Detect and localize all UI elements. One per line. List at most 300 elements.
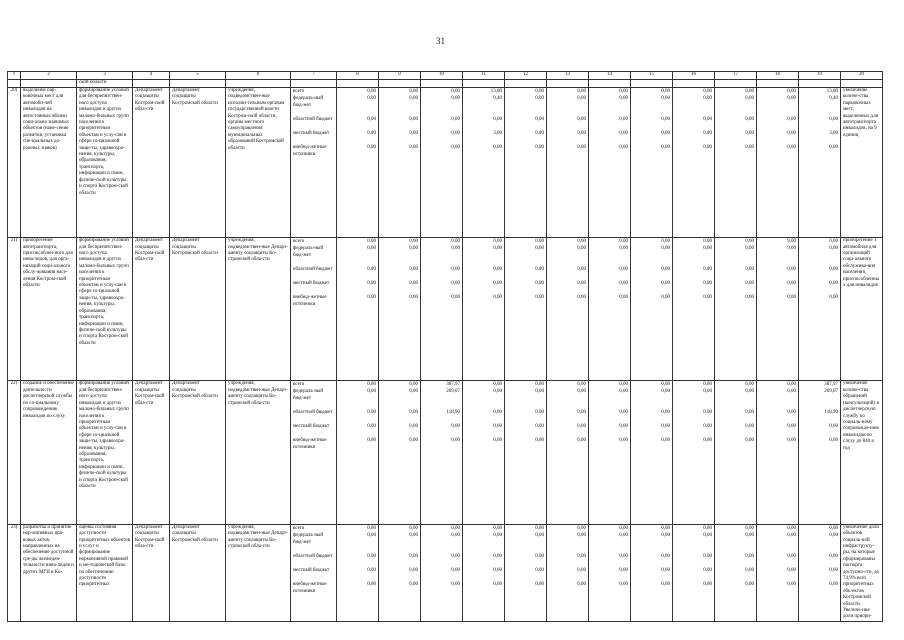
funding-source-label: областной бюджет	[293, 553, 333, 559]
amount-value: 0,00	[577, 424, 586, 430]
value-column-16	[673, 524, 715, 621]
amount-value: 0,60	[829, 117, 838, 122]
amount-value: 0,00	[451, 424, 460, 430]
value-column-18	[757, 524, 799, 621]
amount-value: 0,00	[661, 410, 670, 416]
amount-value: 0,00	[451, 89, 460, 94]
amount-value: 0,00	[745, 382, 754, 388]
amount-value: 0,00	[493, 389, 502, 395]
amount-value: 0,00	[535, 532, 544, 538]
value-column-14	[589, 381, 631, 524]
value-column-15	[631, 381, 673, 524]
amount-value: 0,00	[661, 267, 670, 273]
value-column-17	[715, 381, 757, 524]
amount-value: 0,00	[577, 117, 586, 122]
value-column-19	[799, 238, 841, 381]
value-column-12	[505, 88, 547, 238]
value-column-14	[589, 524, 631, 621]
co-executor: Департамент соцзащиты Костромской области	[170, 88, 226, 238]
amount-value: 0,00	[745, 89, 754, 94]
amount-value: 0,00	[619, 267, 628, 273]
amount-value: 118,90	[824, 410, 838, 416]
value-column-16	[673, 88, 715, 238]
value-column-12	[505, 381, 547, 524]
page-number: 31	[436, 36, 445, 46]
amount-value: 0,00	[703, 553, 712, 559]
funding-sources	[291, 381, 337, 524]
column-number-18: 18	[757, 72, 799, 80]
amount-value: 0,00	[409, 438, 418, 444]
value-column-19	[799, 524, 841, 621]
amount-value: 0,00	[703, 382, 712, 388]
amount-value: 0,00	[535, 281, 544, 287]
amount-value: 0,00	[661, 89, 670, 94]
program-table	[7, 71, 883, 622]
column-number-19: 19	[799, 72, 841, 80]
value-column-19	[799, 88, 841, 238]
amount-value: 0,00	[535, 96, 544, 101]
responsible-executor: Департамент соцзащиты Костром-ской обла-сти	[133, 381, 170, 524]
amount-value: 0,00	[451, 581, 460, 587]
amount-value: 0,00	[409, 267, 418, 273]
amount-value: 0,00	[661, 382, 670, 388]
amount-value: 0,00	[619, 281, 628, 287]
amount-value: 0,00	[577, 567, 586, 573]
responsible-executor: Департамент соцзащиты Костром-ской обла-сти	[133, 88, 170, 238]
amount-value: 0,60	[493, 117, 502, 122]
amount-value: 0,00	[703, 438, 712, 444]
amount-value: 0,00	[577, 389, 586, 395]
value-column-8	[337, 381, 379, 524]
amount-value: 0,00	[787, 117, 796, 122]
amount-value: 0,00	[577, 525, 586, 531]
amount-value: 0,00	[577, 239, 586, 245]
column-number-9: 9	[379, 72, 421, 80]
funding-source-label: областной бюджет	[293, 267, 333, 273]
amount-value: 0,00	[367, 281, 376, 287]
amount-value: 0,00	[661, 281, 670, 287]
amount-value: 0,00	[619, 382, 628, 388]
column-number-14: 14	[589, 72, 631, 80]
amount-value: 0,00	[829, 239, 838, 245]
amount-value: 0,00	[619, 410, 628, 416]
value-column-17	[715, 238, 757, 381]
amount-value: 0,00	[451, 553, 460, 559]
expected-result: увеличение количе-ства обращений (консультаций) в диспетчерскую службу по социаль-ному сопровожде-нию инвалидов по слуху до 840 в год	[841, 381, 883, 524]
amount-value: 0,00	[619, 117, 628, 122]
value-column-11	[463, 524, 505, 621]
row-number: 23)	[8, 524, 21, 621]
amount-value: 0,00	[745, 239, 754, 245]
funding-source-label: внебюд-жетные источники	[293, 295, 327, 308]
column-number-16: 16	[673, 72, 715, 80]
amount-value: 0,00	[745, 532, 754, 538]
funding-source-label: федераль-ный бюд-жет	[293, 389, 324, 402]
amount-value: 0,00	[619, 424, 628, 430]
amount-value: 0,00	[577, 145, 586, 150]
amount-value: 0,00	[535, 295, 544, 301]
value-column-8	[337, 88, 379, 238]
amount-value: 0,00	[745, 131, 754, 136]
value-column-8	[337, 524, 379, 621]
amount-value: 0,00	[703, 145, 712, 150]
amount-value: 0,00	[661, 532, 670, 538]
amount-value: 0,00	[619, 438, 628, 444]
amount-value: 0,00	[619, 145, 628, 150]
amount-value: 0,00	[367, 525, 376, 531]
action-name: выделение пар-ковочных мест для автомоби-лей инвалидов на автостоянках вблизи соци-ально значимых объектов (нане-сение разметки, установка спе-циальных до-рожных знаков)	[21, 88, 77, 238]
amount-value: 0,00	[829, 267, 838, 273]
amount-value: 0,00	[787, 267, 796, 273]
amount-value: 0,00	[409, 525, 418, 531]
amount-value: 0,00	[493, 145, 502, 150]
amount-value: 0,00	[493, 532, 502, 538]
amount-value: 0,00	[367, 117, 376, 122]
amount-value: 0,00	[493, 553, 502, 559]
column-number-11: 11	[463, 72, 505, 80]
amount-value: 0,00	[535, 382, 544, 388]
amount-value: 0,00	[409, 117, 418, 122]
amount-value: 0,00	[535, 438, 544, 444]
amount-value: 0,00	[829, 553, 838, 559]
amount-value: 0,00	[619, 239, 628, 245]
amount-value: 0,00	[829, 246, 838, 252]
amount-value: 0,00	[745, 410, 754, 416]
amount-value: 0,00	[619, 581, 628, 587]
amount-value: 0,00	[703, 267, 712, 273]
amount-value: 0,00	[535, 131, 544, 136]
amount-value: 0,00	[535, 410, 544, 416]
amount-value: 0,00	[787, 131, 796, 136]
amount-value: 0,00	[661, 424, 670, 430]
amount-value: 0,00	[829, 424, 838, 430]
amount-value: 0,00	[535, 553, 544, 559]
funding-sources	[291, 88, 337, 238]
amount-value: 0,00	[409, 382, 418, 388]
amount-value: 0,00	[451, 438, 460, 444]
expected-result: увеличение количе-ства парковочных мест, выделенных для автотранспорта инвалидов, на 9 единиц	[841, 88, 883, 238]
column-number-17: 17	[715, 72, 757, 80]
responsible-executor: Департамент соцзащиты Костром-ской обла-сти	[133, 524, 170, 621]
amount-value: 0,00	[787, 410, 796, 416]
amount-value: 0,00	[367, 239, 376, 245]
amount-value: 0,00	[409, 532, 418, 538]
amount-value: 0,00	[661, 239, 670, 245]
amount-value: 13,00	[826, 89, 838, 94]
value-column-9	[379, 88, 421, 238]
amount-value: 0,00	[661, 553, 670, 559]
amount-value: 0,00	[745, 281, 754, 287]
amount-value: 0,00	[409, 567, 418, 573]
amount-value: 0,00	[451, 239, 460, 245]
amount-value: 0,00	[703, 117, 712, 122]
amount-value: 0,00	[367, 389, 376, 395]
amount-value: 0,00	[451, 281, 460, 287]
amount-value: 0,00	[367, 131, 376, 136]
amount-value: 0,00	[745, 424, 754, 430]
amount-value: 0,00	[745, 96, 754, 101]
amount-value: 0,00	[367, 581, 376, 587]
value-column-18	[757, 381, 799, 524]
amount-value: 0,00	[829, 581, 838, 587]
funding-source-label: местный бюджет	[293, 567, 330, 573]
amount-value: 0,00	[493, 410, 502, 416]
amount-value: 0,00	[493, 281, 502, 287]
amount-value: 0,00	[745, 525, 754, 531]
amount-value: 0,00	[787, 553, 796, 559]
amount-value: 0,00	[409, 89, 418, 94]
amount-value: 0,00	[535, 239, 544, 245]
amount-value: 0,00	[619, 567, 628, 573]
table-row	[8, 524, 883, 621]
amount-value: 9,00	[787, 239, 796, 245]
value-column-17	[715, 524, 757, 621]
amount-value: 0,00	[619, 532, 628, 538]
amount-value: 0,00	[367, 246, 376, 252]
value-column-19	[799, 381, 841, 524]
value-column-15	[631, 88, 673, 238]
amount-value: 0,00	[787, 581, 796, 587]
expected-result: увеличение доли объектов социаль-ной инфраструкту-ры, на которые сформированы паспорта доступно-сти, до 74,9% всех приоритетных объ-ектов Костромской области. Увеличе-ние доли приори-	[841, 524, 883, 621]
amount-value: 0,00	[661, 96, 670, 101]
amount-value: 0,00	[367, 553, 376, 559]
amount-value: 0,00	[409, 131, 418, 136]
amount-value: 0,00	[703, 96, 712, 101]
amount-value: 0,00	[535, 145, 544, 150]
amount-value: 0,00	[493, 267, 502, 273]
amount-value: 0,00	[367, 382, 376, 388]
amount-value: 0,00	[703, 131, 712, 136]
amount-value: 0,00	[367, 567, 376, 573]
amount-value: 0,00	[703, 389, 712, 395]
amount-value: 0,00	[661, 567, 670, 573]
amount-value: 0,00	[493, 246, 502, 252]
amount-value: 0,00	[661, 525, 670, 531]
amount-value: 0,00	[577, 410, 586, 416]
amount-value: 9,00	[787, 246, 796, 252]
amount-value: 0,00	[367, 89, 376, 94]
funding-source-label: местный бюджет	[293, 281, 330, 287]
column-number-4: 4	[133, 72, 170, 80]
amount-value: 269,07	[824, 389, 838, 395]
column-number-10: 10	[421, 72, 463, 80]
value-column-18	[757, 88, 799, 238]
continuation-text: ской области	[77, 80, 133, 88]
amount-value: 0,00	[661, 145, 670, 150]
value-column-11	[463, 381, 505, 524]
amount-value: 0,00	[745, 389, 754, 395]
value-column-17	[715, 88, 757, 238]
funding-source-label: всего	[293, 239, 305, 245]
action-direction: оценка состояния доступности приоритетных объектов и услуг и формирование нормативной правовой и ме-тодической базы по обеспечению доступности приоритетных	[77, 524, 133, 621]
amount-value: 0,00	[577, 438, 586, 444]
amount-value: 0,00	[409, 96, 418, 101]
value-column-10	[421, 524, 463, 621]
value-column-9	[379, 238, 421, 381]
amount-value: 0,00	[703, 295, 712, 301]
amount-value: 0,00	[619, 553, 628, 559]
amount-value: 0,00	[451, 267, 460, 273]
amount-value: 0,00	[829, 145, 838, 150]
amount-value: 0,00	[367, 532, 376, 538]
amount-value: 0,00	[787, 281, 796, 287]
amount-value: 0,00	[451, 145, 460, 150]
amount-value: 0,00	[745, 567, 754, 573]
amount-value: 0,00	[661, 438, 670, 444]
table-row	[8, 381, 883, 524]
amount-value: 118,90	[446, 410, 460, 416]
value-column-18	[757, 238, 799, 381]
amount-value: 0,00	[829, 567, 838, 573]
amount-value: 269,07	[446, 389, 460, 395]
amount-value: 0,00	[409, 145, 418, 150]
value-column-12	[505, 238, 547, 381]
row-number: 21)	[8, 238, 21, 381]
expected-result: приобретение 1 автомобиля для организаций соци-ального обслужива-ния населения, приспособленных для инвалидов	[841, 238, 883, 381]
amount-value: 0,00	[787, 532, 796, 538]
value-column-15	[631, 238, 673, 381]
value-column-13	[547, 524, 589, 621]
amount-value: 0,00	[745, 581, 754, 587]
amount-value: 0,00	[451, 567, 460, 573]
co-executor: Департамент соцзащиты Костромской области	[170, 238, 226, 381]
amount-value: 0,00	[409, 410, 418, 416]
amount-value: 0,00	[493, 581, 502, 587]
value-column-14	[589, 88, 631, 238]
amount-value: 9,40	[829, 96, 838, 101]
action-direction: формирование условий для беспрепятствен-ного доступа инвалидов и других маломо-бильных групп населения к приоритетным объектам и услу-гам в сфере со-циальной защи-ты, здравоохра-нения, культуры, образования, транспорта, информации и связи, физиче-ской культуры и спорта Костром-ской области	[77, 88, 133, 238]
action-direction: формирование условий для беспрепятствен-ного доступа инвалидов и других маломо-бильных групп населения к приоритетным объектам и услу-гам в сфере со-циальной защи-ты, здравоохра-нения, культуры, образования, транспорта, информации и связи, физиче-ской культуры и спорта Костром-ской области	[77, 381, 133, 524]
amount-value: 387,97	[824, 382, 838, 388]
amount-value: 3,00	[829, 131, 838, 136]
amount-value: 0,00	[619, 96, 628, 101]
column-number-2: 2	[21, 72, 77, 80]
amount-value: 0,00	[703, 567, 712, 573]
funding-source-label: местный бюджет	[293, 424, 330, 430]
amount-value: 0,00	[661, 117, 670, 122]
funding-source-label: внебюд-жетные источники	[293, 581, 327, 594]
amount-value: 0,00	[745, 553, 754, 559]
funding-source-label: федераль-ный бюд-жет	[293, 96, 324, 108]
row-number: 20)	[8, 88, 21, 238]
amount-value: 0,00	[787, 389, 796, 395]
amount-value: 0,00	[787, 382, 796, 388]
amount-value: 0,00	[745, 295, 754, 301]
amount-value: 0,00	[703, 410, 712, 416]
amount-value: 0,00	[829, 438, 838, 444]
amount-value: 0,00	[745, 246, 754, 252]
amount-value: 0,00	[703, 581, 712, 587]
amount-value: 0,00	[451, 246, 460, 252]
funding-source-label: федераль-ный бюд-жет	[293, 246, 324, 259]
amount-value: 0,00	[493, 424, 502, 430]
action-name: создание и обеспечение деятельности диспетчерской службы по со-циальному сопровождению инвалидов по слуху	[21, 381, 77, 524]
amount-value: 0,00	[745, 267, 754, 273]
column-number-20: 20	[841, 72, 883, 80]
amount-value: 0,00	[451, 525, 460, 531]
amount-value: 0,00	[535, 89, 544, 94]
amount-value: 0,00	[703, 532, 712, 538]
amount-value: 0,00	[829, 281, 838, 287]
amount-value: 0,00	[535, 567, 544, 573]
row-number: 22)	[8, 381, 21, 524]
amount-value: 0,00	[577, 295, 586, 301]
amount-value: 0,00	[661, 295, 670, 301]
column-number-3: 3	[77, 72, 133, 80]
amount-value: 13,00	[490, 89, 502, 94]
amount-value: 0,00	[367, 438, 376, 444]
amount-value: 0,00	[367, 96, 376, 101]
amount-value: 0,00	[367, 424, 376, 430]
amount-value: 387,97	[446, 382, 460, 388]
value-column-10	[421, 88, 463, 238]
amount-value: 0,00	[409, 295, 418, 301]
amount-value: 0,00	[829, 532, 838, 538]
value-column-16	[673, 381, 715, 524]
amount-value: 0,00	[619, 246, 628, 252]
amount-value: 0,00	[451, 117, 460, 122]
amount-value: 0,00	[577, 553, 586, 559]
amount-value: 9,40	[493, 96, 502, 101]
funding-source-label: всего	[293, 89, 305, 94]
amount-value: 0,00	[535, 267, 544, 273]
amount-value: 0,00	[661, 131, 670, 136]
amount-value: 0,00	[787, 525, 796, 531]
amount-value: 0,00	[367, 410, 376, 416]
amount-value: 0,00	[661, 389, 670, 395]
participants: учреждения, подведомствен-ные Департ-аменту соцзащиты Ко-стромской обла-сти	[226, 381, 291, 524]
participants: учреждения, подведомствен-ные Департ-аменту соцзащиты Ко-стромской обла-сти	[226, 238, 291, 381]
amount-value: 0,00	[745, 145, 754, 150]
value-column-12	[505, 524, 547, 621]
funding-source-label: всего	[293, 382, 305, 388]
amount-value: 0,00	[829, 525, 838, 531]
amount-value: 0,00	[619, 389, 628, 395]
participants: учреждения, подведомствен-ные исполни-тельным органам государственной власти Костром-ской области, органы местного самоуправления муниципальных образований Костромской области	[226, 88, 291, 238]
amount-value: 0,00	[577, 267, 586, 273]
funding-source-label: федераль-ный бюд-жет	[293, 532, 324, 545]
amount-value: 0,00	[535, 389, 544, 395]
value-column-9	[379, 381, 421, 524]
action-direction: формирование условий для беспрепятствен-ного доступа инвалидов и других маломо-бильных групп населения к приоритетным объектам и услу-гам в сфере со-циальной защи-ты, здравоохра-нения, культуры, образования, транспорта, информации и связи, физиче-ской культуры и спорта Костром-ской области	[77, 238, 133, 381]
value-column-10	[421, 238, 463, 381]
table-row	[8, 88, 883, 238]
amount-value: 0,00	[745, 117, 754, 122]
funding-source-label: областной бюджет	[293, 117, 333, 122]
amount-value: 0,00	[661, 581, 670, 587]
amount-value: 0,00	[577, 96, 586, 101]
responsible-executor: Департамент соцзащиты Костром-ской обла-сти	[133, 238, 170, 381]
value-column-8	[337, 238, 379, 381]
amount-value: 0,00	[451, 295, 460, 301]
amount-value: 0,00	[493, 438, 502, 444]
amount-value: 0,00	[619, 295, 628, 301]
amount-value: 0,00	[703, 525, 712, 531]
amount-value: 0,00	[703, 424, 712, 430]
funding-source-label: внебюд-жетные источники	[293, 145, 327, 157]
value-column-15	[631, 524, 673, 621]
funding-sources	[291, 524, 337, 621]
co-executor: Департамент соцзащиты Костромской области	[170, 381, 226, 524]
column-number-13: 13	[547, 72, 589, 80]
amount-value: 0,00	[577, 131, 586, 136]
header-row	[8, 72, 883, 80]
amount-value: 0,00	[367, 267, 376, 273]
amount-value: 0,00	[409, 424, 418, 430]
amount-value: 0,00	[787, 295, 796, 301]
amount-value: 0,00	[409, 239, 418, 245]
amount-value: 0,00	[787, 567, 796, 573]
